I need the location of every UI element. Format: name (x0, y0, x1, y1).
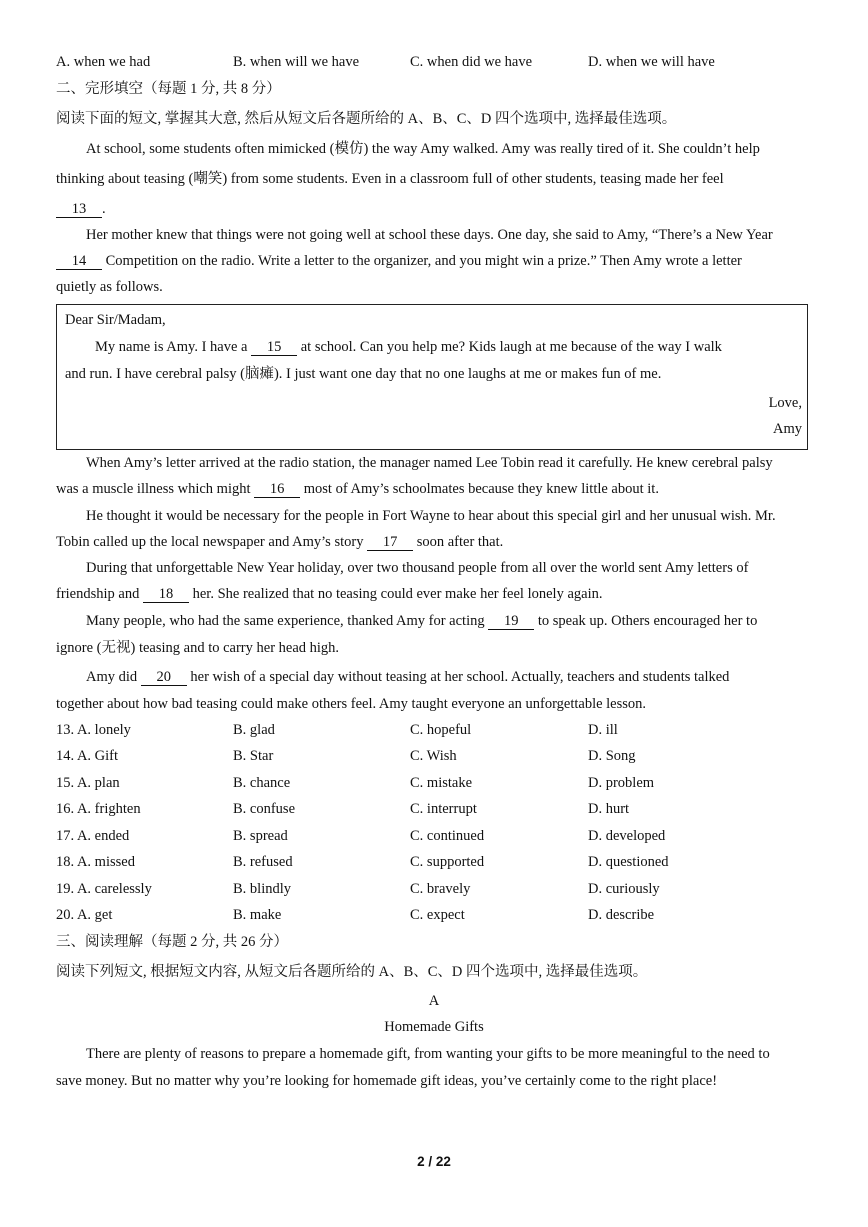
section3-heading: 三、阅读理解（每题 2 分, 共 26 分） (56, 934, 288, 950)
option-d[interactable]: D. problem (588, 775, 655, 791)
option-a[interactable]: 20. A. get (56, 907, 113, 923)
question-row (56, 853, 816, 871)
section2-heading: 二、完形填空（每题 1 分, 共 8 分） (56, 81, 281, 97)
page-number: 2 / 22 (417, 1154, 451, 1169)
option-b[interactable]: B. Star (233, 748, 274, 764)
option-b[interactable]: B. make (233, 907, 282, 923)
option-c: C. when did we have (410, 54, 533, 70)
option-b[interactable]: B. confuse (233, 801, 296, 817)
option-c[interactable]: C. continued (410, 828, 485, 844)
letter-closing: Love, (768, 395, 802, 411)
question-row (56, 747, 816, 765)
para3-line2: was a muscle illness which might 16 most of Amy’s schoolmates because they knew little about it. (56, 481, 659, 497)
option-c[interactable]: C. interrupt (410, 801, 477, 817)
blank-18[interactable]: 18 (143, 587, 189, 603)
para1-line1: At school, some students often mimicked (模仿) the way Amy walked. Amy was really tired of it. She couldn’t help (86, 141, 760, 157)
letter-signature: Amy (773, 421, 802, 437)
letter-line2: and run. I have cerebral palsy (脑瘫). I just want one day that no one laughs at me or makes fun of me. (65, 366, 662, 382)
option-a[interactable]: 15. A. plan (56, 775, 120, 791)
para5-line2: friendship and 18 her. She realized that no teasing could ever make her feel lonely again. (56, 586, 603, 602)
option-a[interactable]: 13. A. lonely (56, 722, 131, 738)
para6-line1: Many people, who had the same experience, thanked Amy for acting 19 to speak up. Others encouraged her to (86, 613, 758, 629)
option-b[interactable]: B. refused (233, 854, 293, 870)
question-row (56, 721, 816, 739)
passage-line1: There are plenty of reasons to prepare a homemade gift, from wanting your gifts to be more meaningful to the need to (86, 1046, 770, 1062)
blank-13[interactable]: 13 (56, 202, 102, 218)
passage-line2: save money. But no matter why you’re looking for homemade gift ideas, you’ve certainly come to the right place! (56, 1073, 718, 1089)
option-d[interactable]: D. hurt (588, 801, 630, 817)
para7-line2: together about how bad teasing could make others feel. Amy taught everyone an unforgettable lesson. (56, 696, 647, 712)
para4-line2: Tobin called up the local newspaper and Amy’s story 17 soon after that. (56, 534, 504, 550)
question-row (56, 800, 816, 818)
para2-line2: 14 Competition on the radio. Write a letter to the organizer, and you might win a prize.” Then Amy wrote a letter (56, 252, 824, 270)
blank-19[interactable]: 19 (488, 614, 534, 630)
option-b: B. when will we have (233, 54, 360, 70)
question-row (56, 774, 816, 792)
section2-instruction: 阅读下面的短文, 掌握其大意, 然后从短文后各题所给的 A、B、C、D 四个选项中, 选择最佳选项。 (56, 111, 677, 127)
letter-line1: My name is Amy. I have a 15 at school. Can you help me? Kids laugh at me because of the way I walk (95, 339, 722, 355)
option-a: A. when we had (56, 54, 151, 70)
option-a[interactable]: 18. A. missed (56, 854, 135, 870)
option-b[interactable]: B. blindly (233, 881, 292, 897)
letter-greeting: Dear Sir/Madam, (65, 312, 166, 328)
para2-line3: quietly as follows. (56, 279, 163, 295)
para2-line1: Her mother knew that things were not going well at school these days. One day, she said to Amy, “There’s a New Year (86, 227, 773, 243)
blank-16[interactable]: 16 (254, 482, 300, 498)
para1-line2: thinking about teasing (嘲笑) from some students. Even in a classroom full of other students, teasing made her feel (56, 171, 724, 187)
option-c[interactable]: C. Wish (410, 748, 457, 764)
option-c[interactable]: C. bravely (410, 881, 471, 897)
option-b[interactable]: B. spread (233, 828, 288, 844)
para6-line2: ignore (无视) teasing and to carry her head high. (56, 640, 340, 656)
q12-options (56, 53, 816, 71)
blank-17[interactable]: 17 (367, 535, 413, 551)
option-c[interactable]: C. hopeful (410, 722, 472, 738)
blank-20[interactable]: 20 (141, 670, 187, 686)
option-a[interactable]: 17. A. ended (56, 828, 130, 844)
option-c[interactable]: C. supported (410, 854, 485, 870)
passage-letter: A (428, 993, 440, 1009)
blank-15[interactable]: 15 (251, 340, 297, 356)
para5-line1: During that unforgettable New Year holiday, over two thousand people from all over the world sent Amy letters of (86, 560, 749, 576)
question-row (56, 827, 816, 845)
para1-line3: 13 . (56, 200, 824, 218)
blank-14[interactable]: 14 (56, 254, 102, 270)
passage-title: Homemade Gifts (384, 1019, 484, 1035)
para3-line1: When Amy’s letter arrived at the radio station, the manager named Lee Tobin read it carefully. He knew cerebral palsy (86, 455, 773, 471)
question-row (56, 906, 816, 924)
section3-instruction: 阅读下列短文, 根据短文内容, 从短文后各题所给的 A、B、C、D 四个选项中, 选择最佳选项。 (56, 964, 648, 980)
question-row (56, 880, 816, 898)
option-a[interactable]: 14. A. Gift (56, 748, 119, 764)
option-c[interactable]: C. mistake (410, 775, 473, 791)
option-d[interactable]: D. Song (588, 748, 636, 764)
option-d[interactable]: D. curiously (588, 881, 660, 897)
option-b[interactable]: B. glad (233, 722, 275, 738)
para7-line1: Amy did 20 her wish of a special day without teasing at her school. Actually, teachers and students talked (86, 669, 730, 685)
option-c[interactable]: C. expect (410, 907, 465, 923)
option-d[interactable]: D. describe (588, 907, 655, 923)
option-b[interactable]: B. chance (233, 775, 291, 791)
option-a[interactable]: 16. A. frighten (56, 801, 141, 817)
option-d[interactable]: D. developed (588, 828, 666, 844)
option-d[interactable]: D. questioned (588, 854, 669, 870)
option-d[interactable]: D. ill (588, 722, 618, 738)
option-a[interactable]: 19. A. carelessly (56, 881, 152, 897)
para4-line1: He thought it would be necessary for the people in Fort Wayne to hear about this special girl and her unusual wish. Mr. (86, 508, 776, 524)
option-d: D. when we will have (588, 54, 715, 70)
